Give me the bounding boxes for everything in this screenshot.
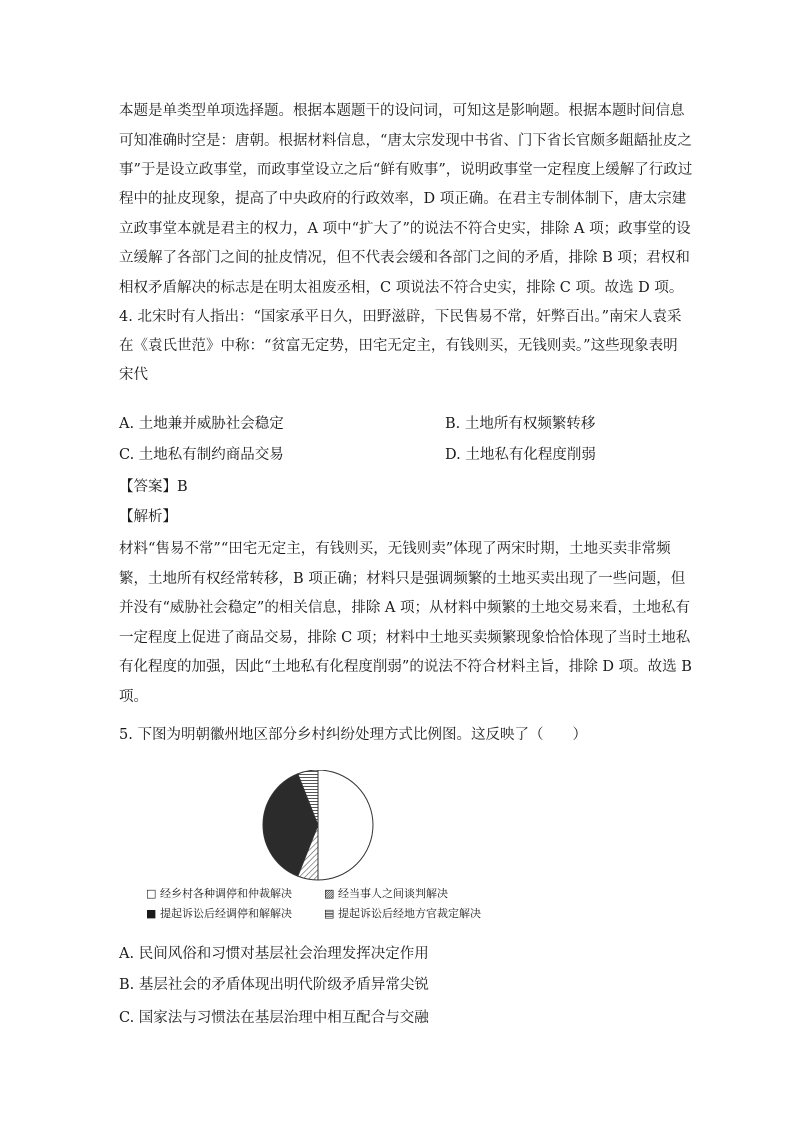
legend-mark-2: ■ [146, 907, 157, 920]
q5-option-c: C. 国家法与习惯法在基层治理中相互配合与交融 [119, 1010, 429, 1026]
q4-analysis-label: 【解析】 [119, 509, 177, 525]
analysis-prev-line-3: 事”于是设立政事堂，而政事堂设立之后“鲜有败事”，说明政事堂一定程度上缓解了行政过 [119, 162, 693, 178]
q4-analysis-line-3: 并没有“威胁社会稳定”的相关信息，排除 A 项；从材料中频繁的土地交易来看，土地私有 [119, 600, 691, 616]
legend [146, 886, 481, 920]
q5-option-b: B. 基层社会的矛盾体现出明代阶级矛盾异常尖锐 [119, 977, 429, 993]
q4-analysis-line-1: 材料“售易不常”“田宅无定主，有钱则买，无钱则卖”体现了两宋时期，土地买卖非常频 [119, 541, 671, 557]
legend-mark-3: ▤ [324, 907, 335, 920]
q4-stem-line-1: 4. 北宋时有人指出：“国家承平日久，田野滋辟，下民售易不常，奸弊百出。”南宋人袁采 [119, 309, 682, 325]
q4-stem-line-2: 在《袁氏世范》中称：“贫富无定势，田宅无定主，有钱则买，无钱则卖。”这些现象表明 [119, 338, 678, 354]
q5-option-a: A. 民间风俗和习惯对基层社会治理发挥决定作用 [119, 946, 429, 962]
legend-label-2: 提起诉讼后经调停和解解决 [160, 907, 292, 920]
analysis-prev-line-7: 相权矛盾解决的标志是在明太祖废丞相，C 项说法不符合史实，排除 C 项。故选 D 项。 [119, 280, 684, 296]
q4-answer: 【答案】B [119, 479, 188, 495]
q4-analysis-line-5: 有化程度的加强，因此“土地私有化程度削弱”的说法不符合材料主旨，排除 D 项。故选 B [119, 659, 692, 675]
analysis-prev-line-4: 程中的扯皮现象，提高了中央政府的行政效率，D 项正确。在君主专制体制下，唐太宗建 [119, 191, 687, 207]
legend-mark-1: ▨ [324, 887, 335, 900]
pie-slice-0 [318, 770, 373, 880]
q4-analysis-line-6: 项。 [119, 689, 148, 705]
q4-option-d: D. 土地私有化程度削弱 [445, 447, 596, 463]
q4-option-c: C. 土地私有制约商品交易 [119, 447, 284, 463]
q4-analysis-line-4: 一定程度上促进了商品交易，排除 C 项；材料中土地买卖频繁现象恰恰体现了当时土地私 [119, 630, 691, 646]
pie-group [263, 770, 373, 880]
q5-stem: 5. 下图为明朝徽州地区部分乡村纠纷处理方式比例图。这反映了（ ） [119, 727, 587, 743]
legend-label-1: 经当事人之间谈判解决 [338, 887, 448, 900]
analysis-prev-line-6: 立缓解了各部门之间的扯皮情况，但不代表会缓和各部门之间的矛盾，排除 B 项；君权和 [119, 250, 690, 266]
legend-label-0: 经乡村各种调停和仲裁解决 [160, 887, 292, 900]
q4-option-a: A. 土地兼并威胁社会稳定 [119, 416, 284, 432]
pie-chart [140, 770, 500, 925]
legend-label-3: 提起诉讼后经地方官裁定解决 [338, 907, 481, 920]
q4-stem-line-3: 宋代 [119, 367, 148, 383]
legend-mark-0: □ [146, 887, 157, 900]
analysis-prev-line-2: 可知准确时空是：唐朝。根据材料信息，“唐太宗发现中书省、门下省长官颇多龃龉扯皮之 [119, 133, 692, 149]
analysis-prev-line-1: 本题是单类型单项选择题。根据本题题干的设问词，可知这是影响题。根据本题时间信息 [119, 103, 685, 119]
analysis-prev-line-5: 立政事堂本就是君主的权力，A 项中“扩大了”的说法不符合史实，排除 A 项；政事堂的设 [119, 221, 691, 237]
q4-analysis-line-2: 繁，土地所有权经常转移，B 项正确；材料只是强调频繁的土地买卖出现了一些问题，但 [119, 571, 686, 587]
q4-option-b: B. 土地所有权频繁转移 [445, 416, 596, 432]
